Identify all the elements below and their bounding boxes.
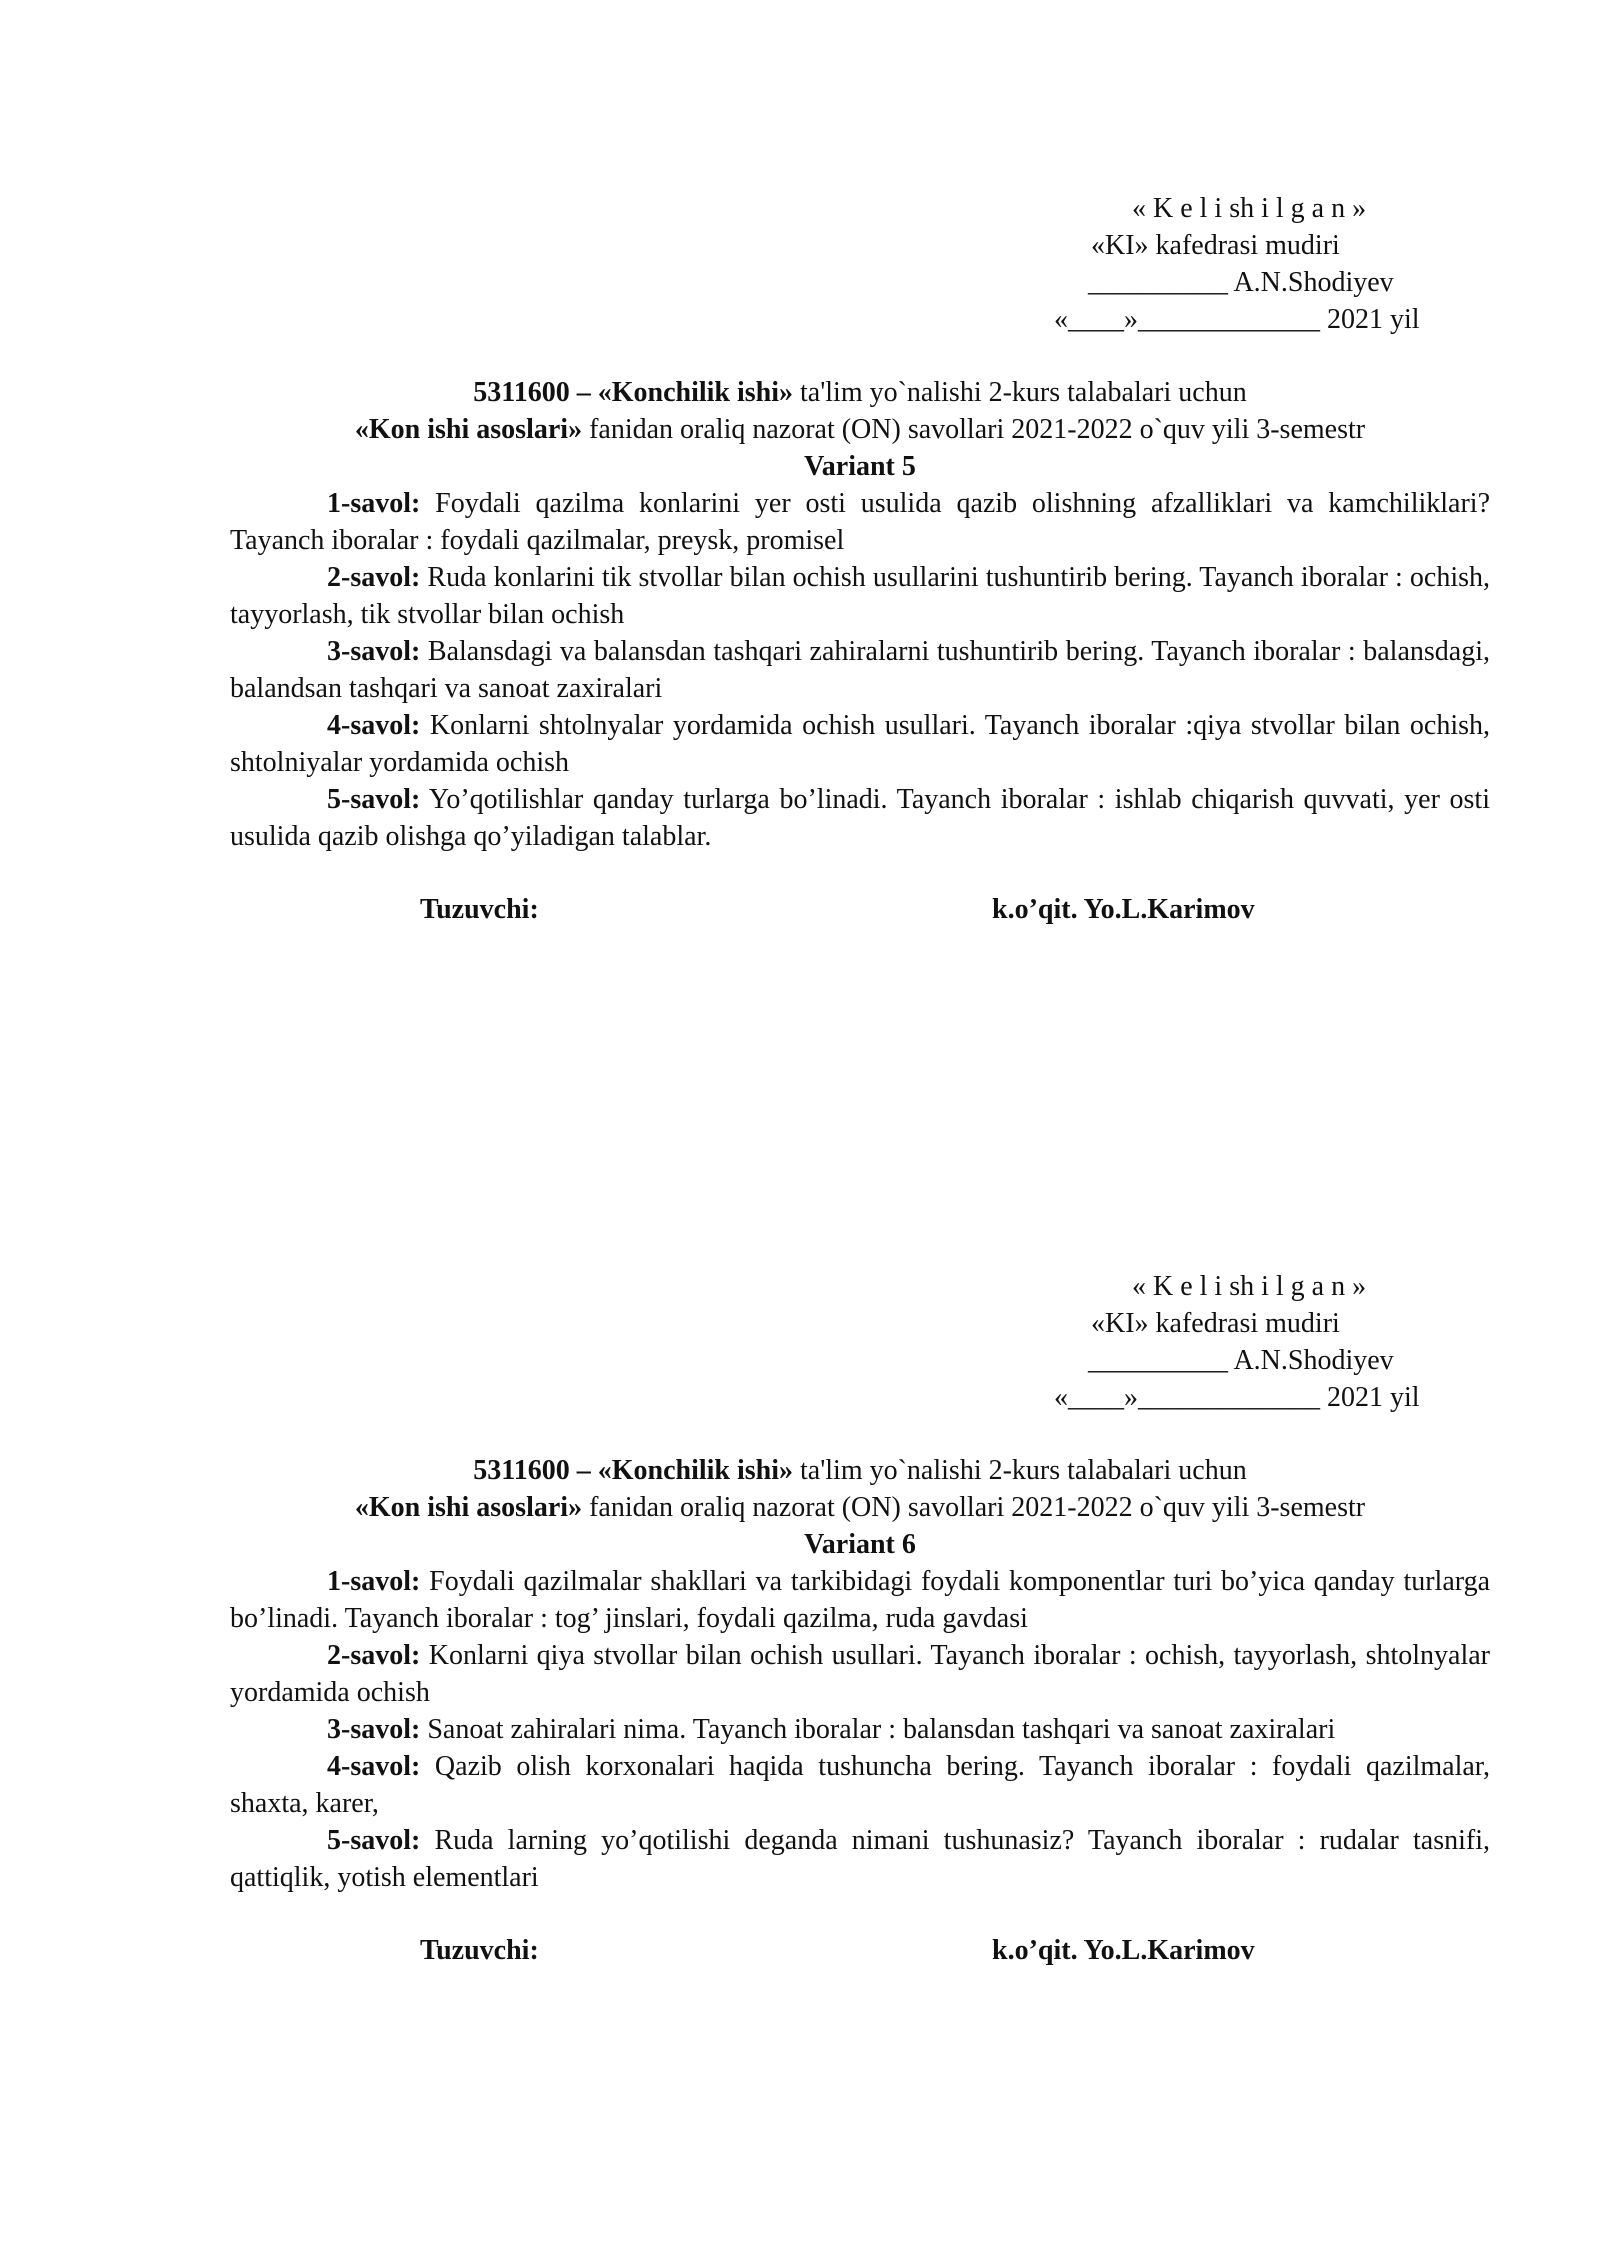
program-code: 5311600 – «Konchilik ishi»	[473, 377, 794, 408]
question-text: Konlarni shtolnyalar yordamida ochish usullari. Tayanch iboralar :qiya stvollar bilan ochish, shtolniyalar yordamida ochish	[230, 710, 1490, 778]
question-item	[230, 559, 1490, 633]
question-text: Qazib olish korxonalari haqida tushuncha bering. Tayanch iboralar : foydali qazilmalar, shaxta, karer,	[230, 1751, 1490, 1819]
question-item	[230, 485, 1490, 559]
question-item	[230, 1563, 1490, 1637]
heading-line-2-rest: fanidan oraliq nazorat (ON) savollari 2021-2022 o`quv yili 3-semestr	[582, 414, 1366, 445]
heading-line-1-rest: ta'lim yo`nalishi 2-kurs talabalari uchun	[793, 377, 1247, 408]
question-text: Sanoat zahiralari nima. Tayanch iboralar : balansdan tashqari va sanoat zaxiralari	[420, 1714, 1336, 1745]
approval-stamp	[1030, 190, 1490, 338]
approval-head: «KI» kafedrasi mudiri	[1091, 1308, 1340, 1339]
question-list	[230, 485, 1490, 855]
question-label: 2-savol:	[327, 1640, 421, 1671]
subject-name: «Kon ishi asoslari»	[354, 414, 583, 445]
question-list	[230, 1563, 1490, 1896]
signature-name: k.o’qit. Yo.L.Karimov	[992, 894, 1255, 925]
question-text: Konlarni qiya stvollar bilan ochish usullari. Tayanch iboralar : ochish, tayyorlash, shtolnyalar yordamida ochish	[230, 1640, 1490, 1708]
subject-name: «Kon ishi asoslari»	[354, 1492, 583, 1523]
question-label: 3-savol:	[327, 1714, 421, 1745]
heading-line-2	[230, 411, 1490, 448]
compiler-signature	[230, 1932, 1490, 1969]
signature-label: Tuzuvchi:	[420, 894, 539, 925]
signature-name: k.o’qit. Yo.L.Karimov	[992, 1935, 1255, 1966]
approval-date-line: «____»_____________ 2021 yil	[1054, 1382, 1420, 1413]
approval-title: « K e l i sh i l g a n »	[1132, 1271, 1367, 1302]
question-label: 5-savol:	[327, 1825, 421, 1856]
program-code: 5311600 – «Konchilik ishi»	[473, 1455, 794, 1486]
approval-signature-line: __________ A.N.Shodiyev	[1088, 1345, 1394, 1376]
question-text: Foydali qazilmalar shakllari va tarkibidagi foydali komponentlar turi bo’yica qanday turlarga bo’linadi. Tayanch iboralar : tog’ jinslari, foydali qazilma, ruda gavdasi	[230, 1566, 1490, 1634]
approval-date-line: «____»_____________ 2021 yil	[1054, 304, 1420, 335]
question-label: 4-savol:	[327, 710, 421, 741]
question-label: 1-savol:	[327, 1566, 421, 1597]
approval-title: « K e l i sh i l g a n »	[1132, 193, 1367, 224]
document-heading	[230, 374, 1490, 485]
question-label: 5-savol:	[327, 784, 421, 815]
question-text: Foydali qazilma konlarini yer osti usulida qazib olishning afzalliklari va kamchiliklari? Tayanch iboralar : foydali qazilmalar, preysk, promisel	[230, 488, 1490, 556]
heading-line-2	[230, 1489, 1490, 1526]
document-heading	[230, 1452, 1490, 1563]
approval-signature-line: __________ A.N.Shodiyev	[1088, 267, 1394, 298]
heading-line-1-rest: ta'lim yo`nalishi 2-kurs talabalari uchun	[793, 1455, 1247, 1486]
question-text: Balansdagi va balansdan tashqari zahiralarni tushuntirib bering. Tayanch iboralar : balansdagi, balandsan tashqari va sanoat zaxiralari	[230, 636, 1490, 704]
question-text: Ruda konlarini tik stvollar bilan ochish usullarini tushuntirib bering. Tayanch iboralar : ochish, tayyorlash, tik stvollar bilan ochish	[230, 562, 1490, 630]
question-item	[230, 1711, 1490, 1748]
question-item	[230, 707, 1490, 781]
question-text: Yo’qotilishlar qanday turlarga bo’linadi. Tayanch iboralar : ishlab chiqarish quvvati, yer osti usulida qazib olishga qo’yiladigan talablar.	[230, 784, 1490, 852]
question-item	[230, 1637, 1490, 1711]
approval-stamp	[1030, 1268, 1490, 1416]
variant-title: Variant 6	[804, 1529, 916, 1560]
question-label: 4-savol:	[327, 1751, 421, 1782]
signature-label: Tuzuvchi:	[420, 1935, 539, 1966]
variant-title: Variant 5	[804, 451, 916, 482]
question-label: 2-savol:	[327, 562, 421, 593]
variant-block	[230, 190, 1490, 928]
heading-line-1	[230, 1452, 1490, 1489]
variant-block	[230, 1268, 1490, 1969]
question-item	[230, 781, 1490, 855]
compiler-signature	[230, 891, 1490, 928]
question-text: Ruda larning yo’qotilishi deganda nimani tushunasiz? Tayanch iboralar : rudalar tasnifi, qattiqlik, yotish elementlari	[230, 1825, 1490, 1893]
approval-head: «KI» kafedrasi mudiri	[1091, 230, 1340, 261]
question-item	[230, 633, 1490, 707]
question-item	[230, 1822, 1490, 1896]
question-label: 1-savol:	[327, 488, 421, 519]
question-item	[230, 1748, 1490, 1822]
heading-line-2-rest: fanidan oraliq nazorat (ON) savollari 2021-2022 o`quv yili 3-semestr	[582, 1492, 1366, 1523]
question-label: 3-savol:	[327, 636, 421, 667]
heading-line-1	[230, 374, 1490, 411]
